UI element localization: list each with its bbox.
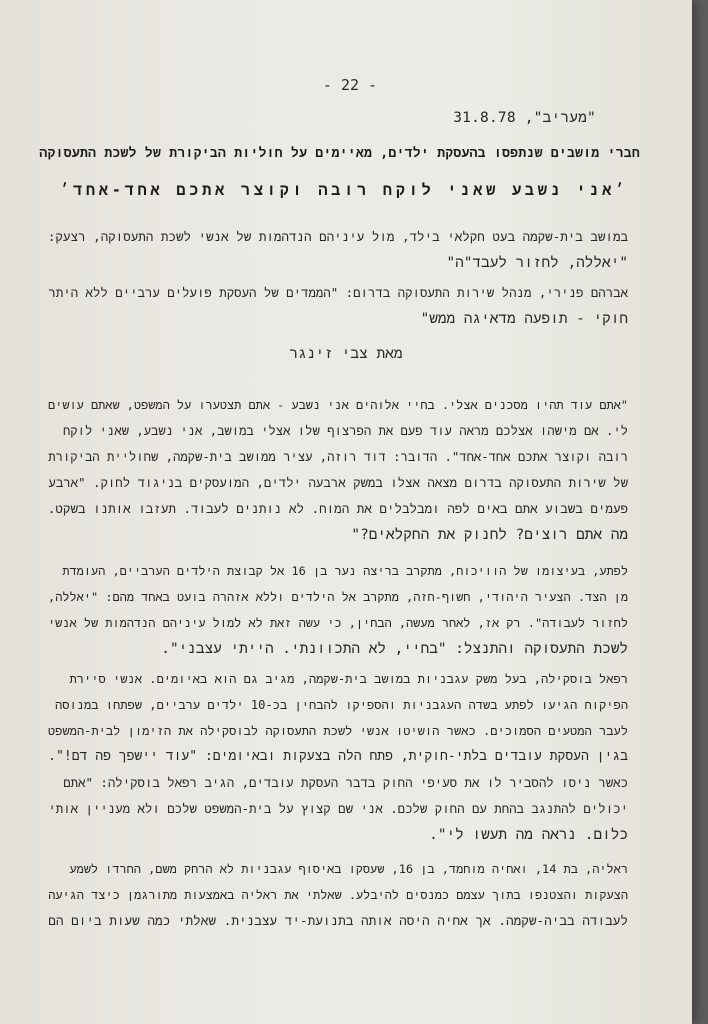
text-line: מה אתם רוצים? לחנוק את החקלאים?" — [351, 527, 628, 543]
text-line: רפאל בוסקילה, בעל משק עגבניות במושב בית-שקמה, מגיב גם הוא באיומים. אנשי סיירת — [69, 672, 628, 686]
text-line: בגין העסקת עובדים בלתי-חוקית, פתח הלה בצעקות ובאיומים: "עוד יישפך פה דם!". — [48, 749, 628, 764]
text-line: לחזור לעבודה". רק אז, לאחר מעשה, הבחין, כי עשה זאת לא למול עיניהם הנדהמות של אנשי — [48, 616, 628, 630]
text-line: לעבר המטעים הסמוכים. כאשר הושיטו אנשי לשכת התעסוקה לבוסקילה את הזימון לבית-המשפט — [47, 724, 628, 738]
text-line: ראליה, בת 14, ואחיה מוחמד, בן 16, שעסקו באיסוף עגבניות לא הרחק משם, החרדו לשמע — [69, 862, 628, 876]
source-line: "מעריב", 31.8.78 — [453, 110, 596, 126]
page-number: - 22 - — [322, 76, 378, 94]
body-paragraph-2 — [48, 558, 628, 662]
text-line: כלום. נראה מה תעשו לי". — [429, 827, 628, 843]
text-line: אברהם פנירי, מנהל שירות התעסוקה בדרום: "הממדים של העסקת פועלים ערביים ללא היתר — [48, 285, 628, 300]
text-line: לעבודה בביה-שקמה. אך אחיה היסה אותה בתנועת-יד עצבנית. שאלתי כמה שעות ביום הם — [48, 913, 628, 928]
headline: חברי מושבים שנתפסו בהעסקת ילדים, מאיימים על חוליות הביקורת של לשכת התעסוקה — [39, 146, 640, 161]
text-line: "אתם עוד תהיו מסכנים אצלי. בחיי אלוהים אני נשבע - אתם תצטערו על המשפט, שאתם עושים — [48, 398, 628, 412]
text-line: הפיקוח הגיעו לפתע בשדה העגבניות והספיקו להבחין בכ-10 ילדים ערביים, שפתחו במנוסה — [55, 698, 628, 712]
text-line: חוקי - תופעה מדאיגה ממש" — [420, 311, 628, 327]
text-line: לי. אם מישהו אצלכם מראה עוד פעם את הפרצוף שלו אצלי במושב, אני נשבע, שאני לוקח — [62, 424, 628, 438]
text-line: כאשר ניסו להסביר לו את סעיפי החוק בדבר העסקת עובדים, הגיב רפאל בוסקילה: "אתם — [63, 775, 628, 790]
body-paragraph-3 — [48, 666, 628, 770]
text-line: "יאללה, לחזור לעבד"ה" — [446, 255, 628, 271]
body-paragraph-5 — [48, 856, 628, 934]
text-line: הצעקות והצטנפו בתוך עצמם כמנסים להיבלע. שאלתי את ראליה באמצעות מתורגמן כיצד הגיעה — [48, 888, 628, 902]
text-line: פעמים בשבוע אתם באים לפה ומבלבלים את המוח. לא נותנים לעבוד. תעזבו אותנו בשקט. — [47, 501, 628, 516]
text-line: לשכת התעסוקה והתנצל: "בחיי, לא התכוונתי. הייתי עצבני". — [161, 641, 628, 657]
body-paragraph-4 — [48, 770, 628, 848]
text-line: יכולים להתנגב בהחת עם החוק שלכם. אני שם קצוץ על בית-המשפט שלכם ולא מעניין אותי — [48, 801, 628, 816]
text-line: במושב בית-שקמה בעט חקלאי בילד, מול עיניהם הנדהמות של אנשי לשכת התעסוקה, רצעק: — [47, 229, 628, 244]
intro-paragraph-2 — [48, 280, 628, 332]
intro-paragraph-1 — [48, 224, 628, 276]
text-line: מן הצד. הצעיר היהודי, חשוף-חזה, מתקרב אל הילדים וללא אזהרה בועט באחד מהם: "יאללה, — [48, 590, 628, 604]
quote-headline: ׳אני נשבע שאני לוקח רובה וקוצר אתכם אחד-אחד׳ — [60, 181, 628, 199]
byline: מאת צבי זינגר — [289, 346, 403, 362]
text-line: לפתע, בעיצומו של הוויכוח, מתקרב בריצה נער בן 16 אל קבוצת הילדים הערביים, העומדת — [62, 564, 628, 578]
body-paragraph-1 — [48, 392, 628, 548]
text-line: רובה וקוצר אתכם אחד-אחד". הדובר: דוד רוזה, עציר ממושב בית-שקמה, שחוליית הביקורת — [48, 450, 628, 464]
text-line: של שירות התעסוקה בדרום מצאה אצלו במשק ארבעה ילדים, המועסקים בניגוד לחוק. "ארבע — [48, 475, 628, 490]
